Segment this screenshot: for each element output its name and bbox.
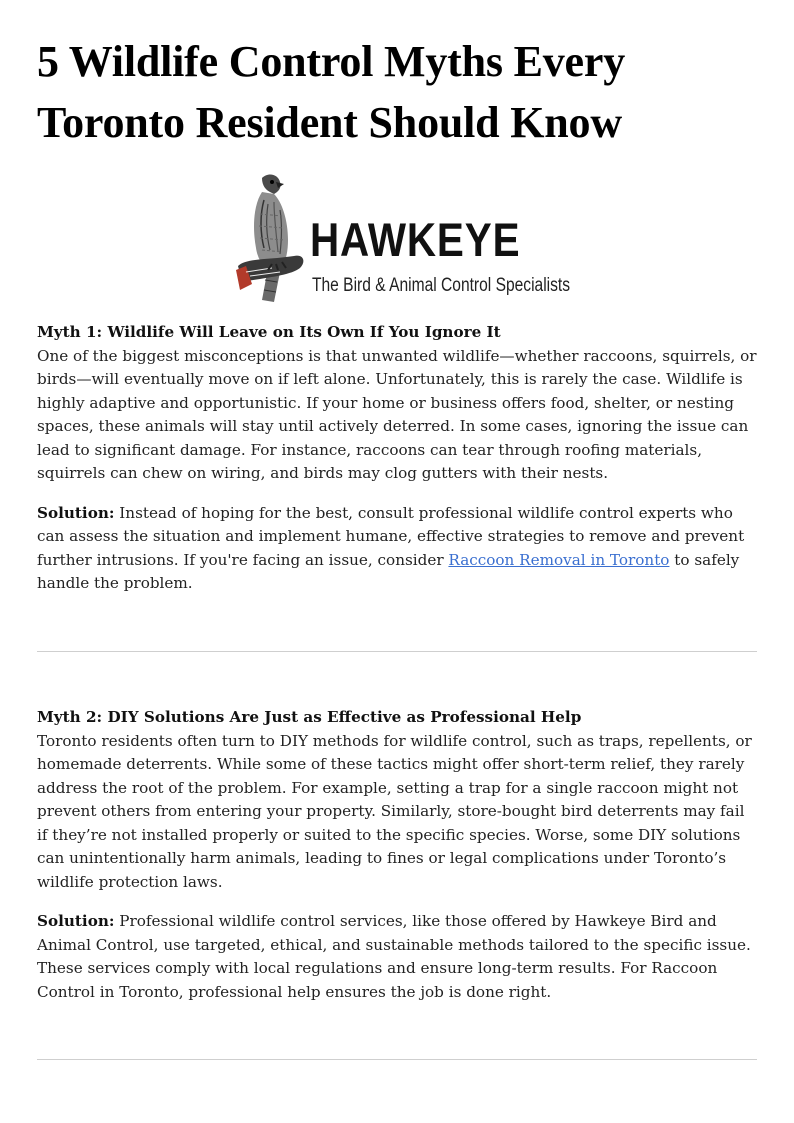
myth-1-section [37,321,757,596]
brand-tagline: The Bird & Animal Control Specialists [312,275,571,296]
myth-2-heading: Myth 2: DIY Solutions Are Just as Effective as Professional Help [37,708,582,726]
section-divider [37,651,757,652]
myth-2-solution [37,910,757,1004]
hawkeye-logo [232,170,571,308]
solution-text: Instead of hoping for the best, consult professional wildlife control experts who can assess the situation and implement humane, effective strategies to remove and prevent further intrusions. If you're facing an issue, consider [37,503,745,569]
myth-2-section [37,706,757,1004]
section-divider [37,1059,757,1060]
solution-label: Solution: [37,912,115,930]
myth-2-body: Toronto residents often turn to DIY methods for wildlife control, such as traps, repellents, or homemade deterrents. While some of these tactics might offer short-term relief, they rarely address the root of the problem. For example, setting a trap for a single raccoon might not prevent others from entering your property. Similarly, store-bought bird deterrents may fail if they’re not installed properly or suited to the specific species. Worse, some DIY solutions can unintentionally harm animals, leading to fines or legal complications under Toronto’s wildlife protection laws. [37,731,752,891]
raccoon-removal-link[interactable]: Raccoon Removal in Toronto [448,550,670,569]
article-title: 5 Wildlife Control Myths Every Toronto Resident Should Know [37,37,626,147]
myth-1-body: One of the biggest misconceptions is that unwanted wildlife—whether raccoons, squirrels, or birds—will eventually move on if left alone. Unfortunately, this is rarely the case. Wildlife is highly adaptive and opportunistic. If your home or business offers food, shelter, or nesting spaces, these animals will stay until actively deterred. In some cases, ignoring the issue can lead to significant damage. For instance, raccoons can tear through roofing materials, squirrels can chew on wiring, and birds may clog gutters with their nests. [37,346,757,482]
solution-text-end: to safely handle the problem. [37,550,740,592]
hawk-icon [232,170,322,308]
myth-1-solution [37,502,757,596]
solution-text: Professional wildlife control services, like those offered by Hawkeye Bird and Animal Control, use targeted, ethical, and sustainable methods tailored to the specific issue. These services comply with local regulations and ensure long-term results. For Raccoon Control in Toronto, professional help ensures the job is done right. [37,912,751,1001]
brand-name: HAWKEYE [310,213,521,266]
solution-label: Solution: [37,503,115,522]
myth-1-heading: Myth 1: Wildlife Will Leave on Its Own If You Ignore It [37,323,501,341]
